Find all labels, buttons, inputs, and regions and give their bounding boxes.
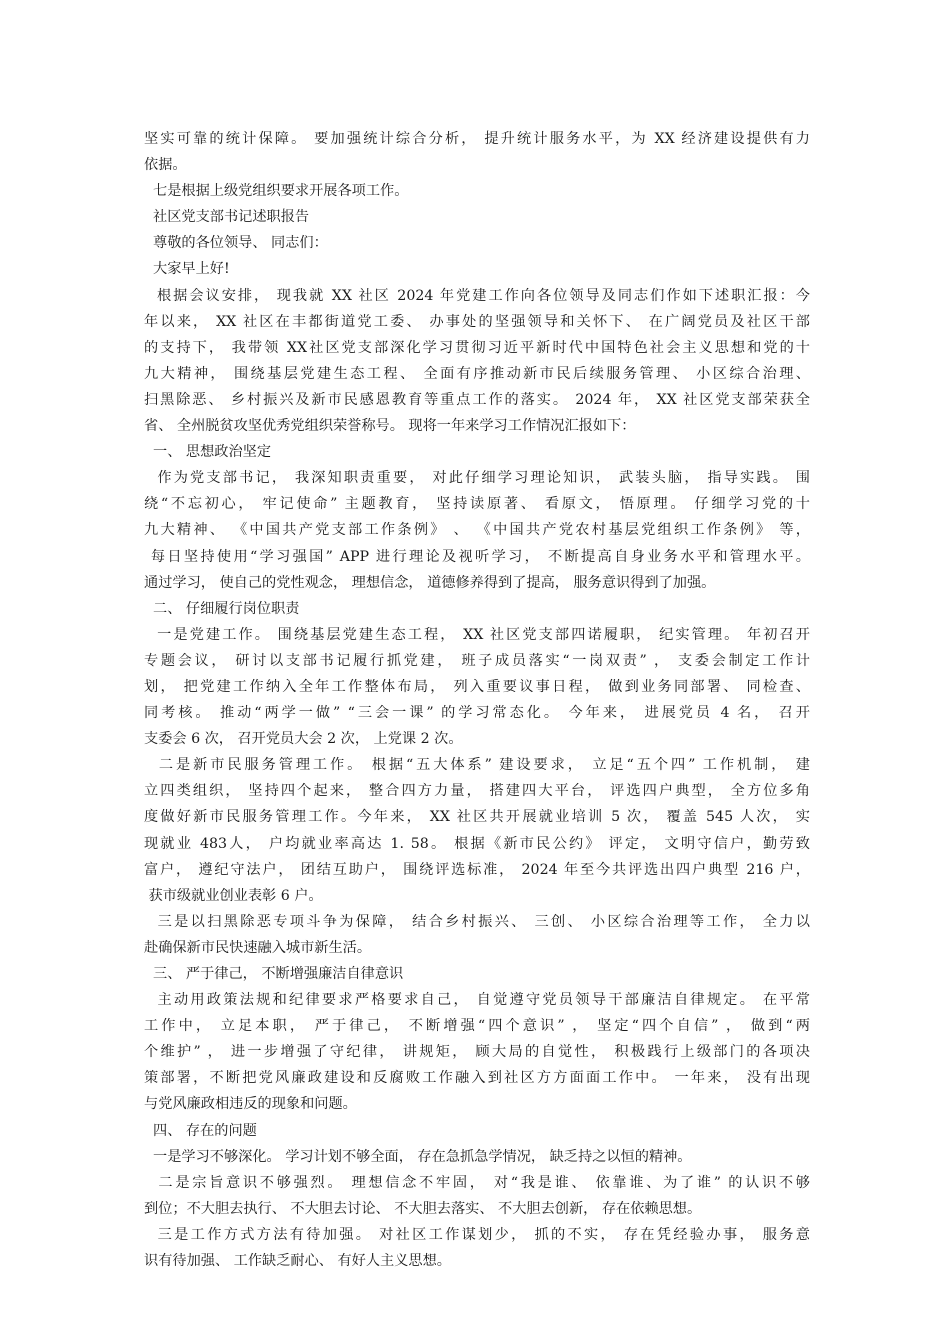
text-line: 依据。 <box>144 157 187 174</box>
text-line: 赴确保新市民快速融入城市新生活。 <box>144 939 372 956</box>
text-line: 扫黑除恶、 乡村振兴及新市民感恩教育等重点工作的落实。 2024 年， XX 社区党支部荣获全 <box>144 391 810 408</box>
text-line: 作为党支部书记， 我深知职责重要， 对此仔细学习理论知识， 武装头脑， 指导实践。 围 <box>144 470 810 487</box>
text-line: 的支持下， 我带领 XX社区党支部深化学习贯彻习近平新时代中国特色社会主义思想和党的十 <box>144 339 810 356</box>
text-line: 获市级就业创业表彰 6 户。 <box>144 887 323 904</box>
text-line: 九大精神、 《中国共产党支部工作条例》 、 《中国共产党农村基层党组织工作条例》 等， <box>144 522 810 539</box>
text-line: 个维护” ， 进一步增强了守纪律， 讲规矩， 顾大局的自觉性， 积极践行上级部门的各项决 <box>144 1044 810 1061</box>
text-line: 工作中， 立足本职， 严于律己， 不断增强“四个意识” ， 坚定“四个自信” ， 做到“两 <box>144 1018 810 1035</box>
text-line: 四、 存在的问题 <box>144 1122 257 1139</box>
text-line: 度做好新市民服务管理工作。今年来， XX 社区共开展就业培训 5 次， 覆盖 545 人次， 实 <box>144 809 810 826</box>
text-line: 到位；不大胆去执行、 不大胆去讨论、 不大胆去落实、 不大胆去创新， 存在依赖思想。 <box>144 1200 702 1217</box>
text-line: 二是新市民服务管理工作。 根据“五大体系” 建设要求， 立足“五个四” 工作机制， 建 <box>144 757 810 774</box>
text-line: 三是以扫黑除恶专项斗争为保障， 结合乡村振兴、 三创、 小区综合治理等工作， 全力以 <box>144 913 810 930</box>
text-line: 二是宗旨意识不够强烈。 理想信念不牢固， 对“我是谁、 依靠谁、为了谁” 的认识不够 <box>144 1174 810 1191</box>
text-line: 年以来， XX 社区在丰都街道党工委、 办事处的坚强领导和关怀下、 在广阔党员及社区干部 <box>144 313 810 330</box>
text-line: 大家早上好! <box>144 261 230 278</box>
text-line: 主动用政策法规和纪律要求严格要求自己， 自觉遵守党员领导干部廉洁自律规定。 在平常 <box>144 992 810 1009</box>
text-line: 社区党支部书记述职报告 <box>144 209 310 226</box>
text-line: 识有待加强、 工作缺乏耐心、 有好人主义思想。 <box>144 1253 451 1270</box>
text-line: 一、 思想政治坚定 <box>144 444 272 461</box>
text-line: 省、 全州脱贫攻坚优秀党组织荣誉称号。 现将一年来学习工作情况汇报如下： <box>144 418 636 435</box>
text-line: 每日坚持使用“学习强国” APP 进行理论及视听学习， 不断提高自身业务水平和管理水平。 <box>144 548 810 565</box>
text-line: 立四类组织， 坚持四个起来， 整合四方力量， 搭建四大平台， 评选四户典型， 全方位多角 <box>144 783 810 800</box>
text-line: 策部署，不断把党风廉政建设和反腐败工作融入到社区方方面面工作中。 一年来， 没有出现 <box>144 1070 810 1087</box>
text-line: 三是工作方式方法有待加强。 对社区工作谋划少， 抓的不实， 存在凭经验办事， 服务意 <box>144 1226 810 1243</box>
text-line: 支委会 6 次， 召开党员大会 2 次， 上党课 2 次。 <box>144 731 463 748</box>
text-line: 坚实可靠的统计保障。 要加强统计综合分析， 提升统计服务水平，为 XX 经济建设提供有力 <box>144 131 810 147</box>
text-line: 二、 仔细履行岗位职责 <box>144 600 300 617</box>
text-line: 九大精神， 围绕基层党建生态工程、 全面有序推动新市民后续服务管理、 小区综合治理、 <box>144 365 810 382</box>
text-line: 根据会议安排， 现我就 XX 社区 2024 年党建工作向各位领导及同志们作如下述职汇报：今 <box>144 287 810 304</box>
text-line: 与党风廉政相违反的现象和问题。 <box>144 1096 357 1113</box>
text-line: 三、 严于律己， 不断增强廉洁自律意识 <box>144 966 404 982</box>
text-line: 绕“不忘初心， 牢记使命” 主题教育， 坚持读原著、 看原文， 悟原理。 仔细学习党的十 <box>144 496 810 513</box>
text-line: 划， 把党建工作纳入全年工作整体布局， 列入重要议事日程， 做到业务同部署、 同检查、 <box>144 678 810 695</box>
text-line: 一是学习不够深化。 学习计划不够全面， 存在急抓急学情况， 缺乏持之以恒的精神。 <box>144 1148 692 1165</box>
text-line: 一是党建工作。 围绕基层党建生态工程， XX 社区党支部四诺履职， 纪实管理。 年初召开 <box>144 626 810 643</box>
text-line: 通过学习， 使自己的党性观念， 理想信念， 道德修养得到了提高， 服务意识得到了加强。 <box>144 574 716 591</box>
text-line: 尊敬的各位领导、 同志们： <box>144 235 328 252</box>
text-line: 七是根据上级党组织要求开展各项工作。 <box>144 183 409 200</box>
text-line: 专题会议， 研讨以支部书记履行抓党建， 班子成员落实“一岗双责” ， 支委会制定工作计 <box>144 652 810 669</box>
text-line: 富户， 遵纪守法户， 团结互助户， 围绕评选标准， 2024 年至今共评选出四户典型 216 户， <box>144 861 810 878</box>
text-line: 现就业 483人， 户均就业率高达 1. 58。 根据《新市民公约》 评定， 文明守信户，勤劳致 <box>144 835 810 852</box>
text-line: 同考核。 推动“两学一做” “三会一课” 的学习常态化。 今年来， 进展党员 4 名， 召开 <box>144 705 810 722</box>
document-page <box>144 126 810 1274</box>
